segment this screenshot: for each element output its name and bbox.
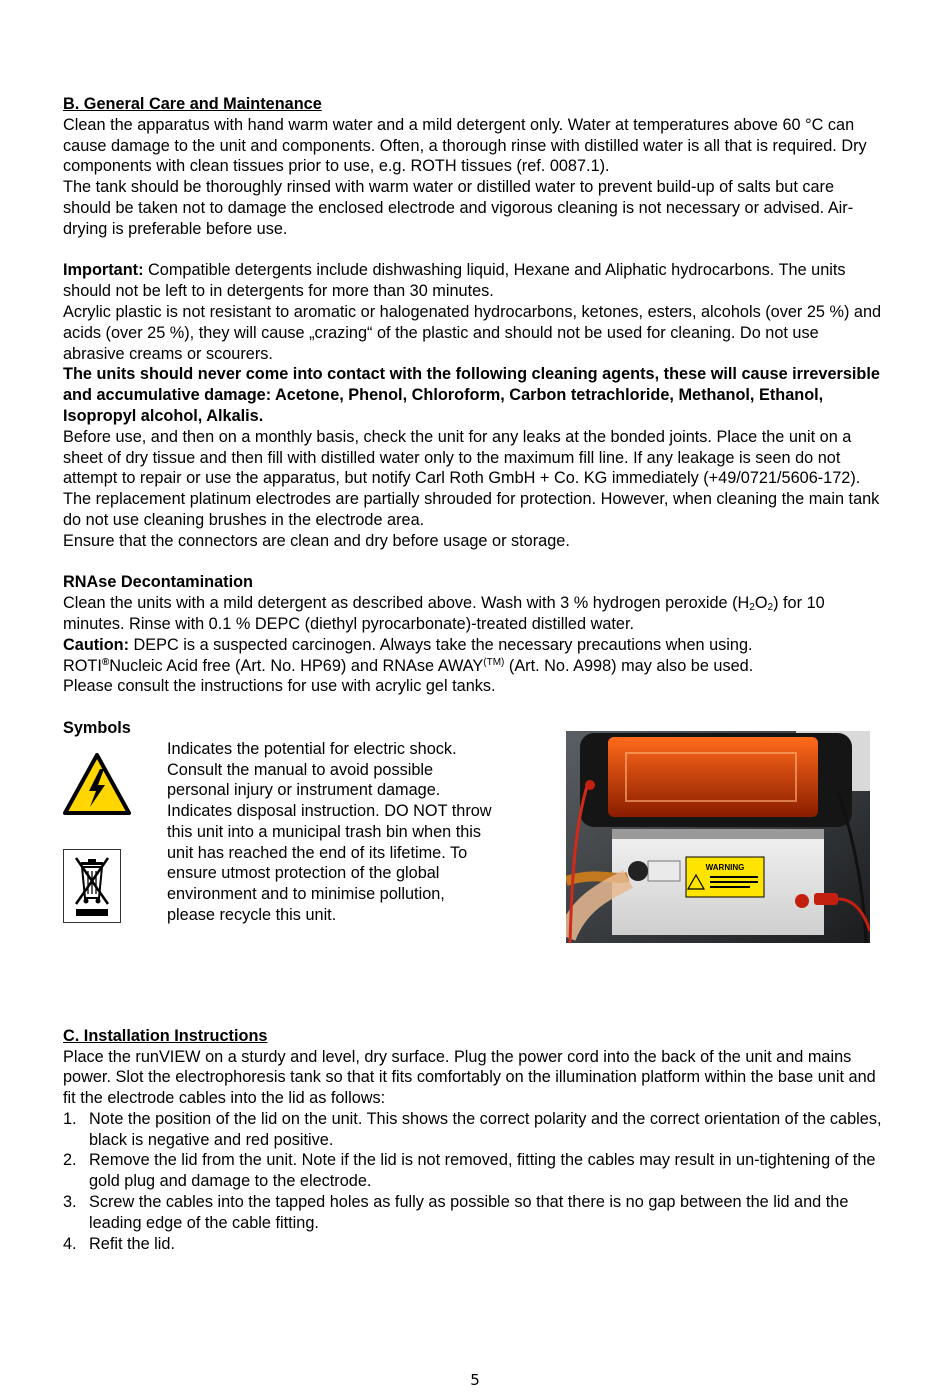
- symbols-description: Indicates the potential for electric shock. Consult the manual to avoid possible personal injury or instrument damage. Indicates disposal instruction. DO NOT throw this unit into a municipal trash bin when this unit has reached the end of its lifetime. To ensure utmost protection of the global environment and to minimise pollution, please recycle this unit.: [167, 739, 492, 925]
- rnase-paragraph: [63, 593, 883, 635]
- rnase-sub-2: 2: [767, 602, 774, 614]
- registered-mark: ®: [101, 656, 110, 668]
- roti-text-c: (Art. No. A998) may also be used.: [504, 656, 754, 675]
- runview-unit-photo: [566, 731, 870, 943]
- installation-step: [63, 1234, 883, 1255]
- cleaning-agents-warning: The units should never come into contact with the following cleaning agents, these will cause irreversible and accumulative damage: Acetone, Phenol, Chloroform, Carbon tetrachloride, Methanol, Ethanol, Isopropyl alcohol, Alkalis.: [63, 365, 880, 425]
- installation-step: [63, 1150, 883, 1192]
- step-text: Screw the cables into the tapped holes as fully as possible so that there is no gap between the lid and the leading edge of the cable fitting.: [89, 1193, 849, 1232]
- step-number: 3.: [63, 1193, 77, 1212]
- roti-paragraph: [63, 656, 883, 677]
- caution-text: DEPC is a suspected carcinogen. Always take the necessary precautions when using.: [129, 635, 753, 654]
- important-label: Important:: [63, 261, 144, 280]
- step-number: 2.: [63, 1151, 77, 1170]
- installation-step: [63, 1109, 883, 1151]
- step-text: Remove the lid from the unit. Note if the lid is not removed, fitting the cables may result in un-tightening of the gold plug and damage to the electrode.: [89, 1151, 876, 1191]
- installation-steps: [63, 1109, 883, 1255]
- rnase-text-c: ) for 10 minutes. Rinse with 0.1 % DEPC (diethyl pyrocarbonate)-treated distilled water.: [63, 594, 825, 633]
- rnase-title: RNAse Decontamination: [63, 573, 253, 592]
- symbols-block: [63, 739, 883, 989]
- roti-text-b: Nucleic Acid free (Art. No. HP69) and RNAse AWAY: [109, 656, 484, 675]
- care-paragraph-1: Clean the apparatus with hand warm water and a mild detergent only. Water at temperatures above 60 °C can cause damage to the unit and components. Often, a thorough rinse with distilled water is all that is required. Dry components with clean tissues prior to use, e.g. ROTH tissues (ref. 0087.1).: [63, 115, 867, 176]
- section-b-title: B. General Care and Maintenance: [63, 95, 322, 113]
- consult-paragraph: Please consult the instructions for use with acrylic gel tanks.: [63, 677, 496, 696]
- important-text: Compatible detergents include dishwashing liquid, Hexane and Aliphatic hydrocarbons. The units should not be left to in detergents for more than 30 minutes.: [63, 261, 846, 301]
- leak-check-paragraph: Before use, and then on a monthly basis, check the unit for any leaks at the bonded joints. Place the unit on a sheet of dry tissue and then fill with distilled water only to the maximum fill line. If any leakage is seen do not attempt to repair or use the apparatus, but notify Carl Roth GmbH + Co. KG immediately (+49/0721/5606-172).: [63, 427, 861, 488]
- page-number: 5: [470, 1371, 480, 1389]
- caution-paragraph: [63, 635, 883, 656]
- step-text: Refit the lid.: [89, 1234, 175, 1253]
- page-content: [63, 94, 883, 1254]
- weee-crossed-bin-icon: [63, 849, 121, 923]
- electrodes-paragraph: The replacement platinum electrodes are partially shrouded for protection. However, when cleaning the main tank do not use cleaning brushes in the electrode area.: [63, 490, 880, 529]
- step-number: 1.: [63, 1109, 77, 1128]
- symbols-title: Symbols: [63, 718, 131, 737]
- step-number: 4.: [63, 1234, 77, 1253]
- trademark-mark: (TM): [483, 656, 505, 668]
- rnase-text-b: O: [754, 594, 768, 613]
- photo-warning-label: WARNING: [705, 862, 745, 872]
- rnase-text-a: Clean the units with a mild detergent as described above. Wash with 3 % hydrogen peroxide (H: [63, 594, 750, 613]
- connectors-paragraph: Ensure that the connectors are clean and dry before usage or storage.: [63, 531, 570, 550]
- caution-label: Caution:: [63, 635, 130, 654]
- section-c-title: C. Installation Instructions: [63, 1026, 268, 1045]
- electric-shock-warning-icon: [63, 753, 131, 815]
- installation-intro: Place the runVIEW on a sturdy and level, dry surface. Plug the power cord into the back of the unit and mains power. Slot the electrophoresis tank so that it fits comfortably on the illumination platform within the base unit and fit the electrode cables into the lid as follows:: [63, 1047, 876, 1108]
- acrylic-paragraph: Acrylic plastic is not resistant to aromatic or halogenated hydrocarbons, ketones, esters, alcohols (over 25 %) and acids (over 25 %), they will cause „crazing“ of the plastic and should not be used for cleaning. Do not use abrasive creams or scourers.: [63, 302, 882, 363]
- step-text: Note the position of the lid on the unit. This shows the correct polarity and the correct orientation of the cables, black is negative and red positive.: [89, 1109, 882, 1149]
- installation-step: [63, 1192, 883, 1234]
- important-paragraph: [63, 260, 883, 302]
- roti-text-a: ROTI: [63, 656, 102, 675]
- care-paragraph-2: The tank should be thoroughly rinsed with warm water or distilled water to prevent build-up of salts but care should be taken not to damage the enclosed electrode and vigorous cleaning is not necessary or advised. Air-drying is preferable before use.: [63, 178, 854, 238]
- rnase-sub-1: 2: [749, 602, 755, 614]
